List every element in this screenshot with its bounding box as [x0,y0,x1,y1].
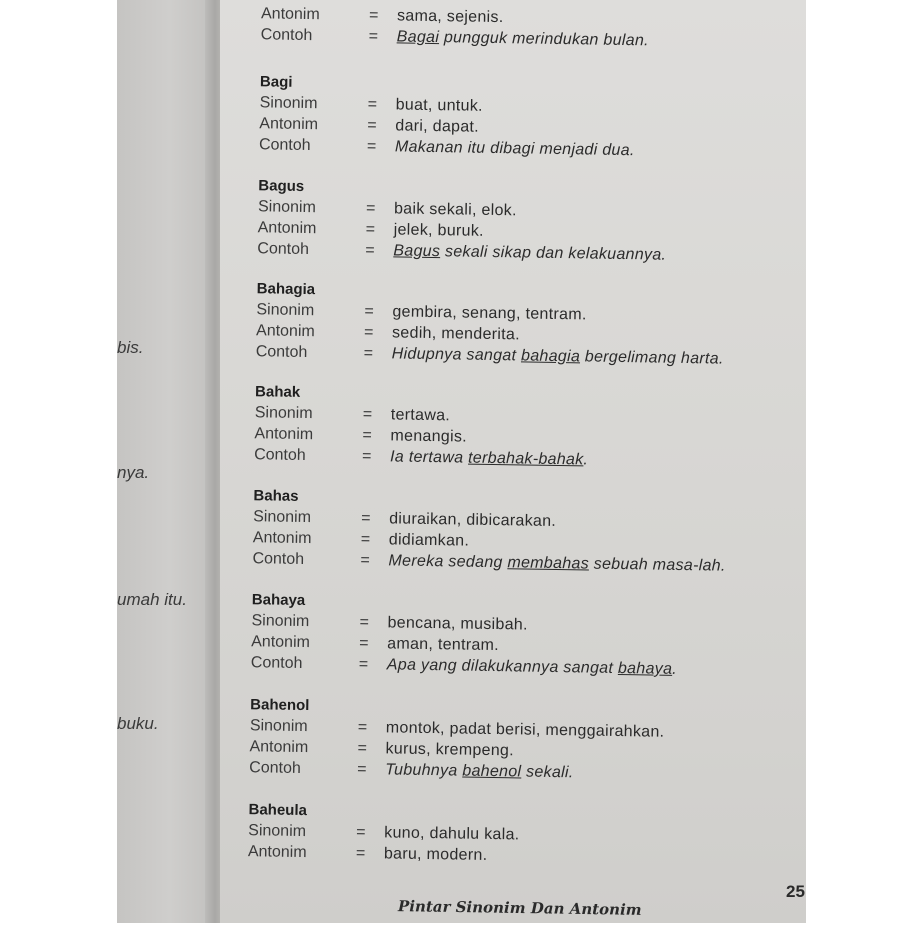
contoh-value: Bagai pungguk merindukan bulan. [396,28,649,50]
book-title-footer: Pintar Sinonim Dan Antonim [397,897,642,919]
equals-sign: = [368,6,379,25]
underlined-word: terbahak-bahak [467,449,584,469]
dictionary-entry [254,382,795,473]
entry-headword: Baheula [248,801,308,820]
antonim-label: Antonim [259,115,319,134]
antonim-label: Antonim [247,843,307,862]
contoh-label: Contoh [258,136,311,155]
equals-sign: = [365,241,375,260]
underlined-word: bahagia [520,347,581,366]
equals-sign: = [360,551,370,570]
equals-sign: = [368,27,379,46]
underlined-word: Bagai [396,28,440,47]
sinonim-label: Sinonim [249,717,308,736]
equals-sign: = [364,302,374,321]
antonim-value: aman, tentram. [387,635,500,655]
page-number: 25 [786,882,805,901]
contoh-value: Apa yang dilakukannya sangat bahaya. [386,656,678,678]
entry-headword: Bahak [254,383,301,401]
contoh-value: Ia tertawa terbahak-bahak. [389,448,589,469]
entry-headword: Bahenol [250,696,310,715]
sinonim-value: kuno, dahulu kala. [384,824,520,844]
dictionary-entry [257,176,798,267]
contoh-label: Contoh [255,343,308,362]
sinonim-value: gembira, senang, tentram. [392,303,587,324]
equals-sign: = [367,95,378,114]
equals-sign: = [360,530,371,549]
left-page-fragment: nya. [117,463,150,482]
antonim-value: menangis. [390,427,468,446]
equals-sign: = [359,634,369,653]
contoh-value: Hidupnya sangat bahagia bergelimang harta. [391,345,724,368]
sinonim-value: tertawa. [390,406,451,425]
antonim-label: Antonim [260,5,320,24]
equals-sign: = [361,509,371,528]
antonim-label: Antonim [257,219,317,238]
entry-headword: Bagi [259,73,293,91]
left-page-fragment: bis. [117,338,144,357]
sinonim-label: Sinonim [257,198,316,217]
sinonim-label: Sinonim [248,822,307,841]
equals-sign: = [357,739,368,758]
sinonim-value: diuraikan, dibicarakan. [389,510,557,530]
underlined-word: membahas [507,554,590,573]
equals-sign: = [365,199,376,218]
dictionary-entry [259,72,800,163]
sinonim-label: Sinonim [259,94,318,113]
entry-headword: Bahaya [251,591,306,610]
antonim-value: kurus, krempeng. [385,740,515,760]
sinonim-label: Sinonim [256,301,315,320]
underlined-word: Bagus [393,242,441,261]
equals-sign: = [366,137,377,156]
equals-sign: = [367,116,377,135]
entry-headword: Bahagia [256,280,316,299]
equals-sign: = [357,718,368,737]
sinonim-label: Sinonim [251,612,310,631]
contoh-value: Tubuhnya bahenol sekali. [385,761,574,782]
antonim-value: dari, dapat. [395,117,480,136]
dictionary-entry [256,279,797,370]
left-page-fragment: buku. [117,714,159,733]
entry-headword: Bahas [253,487,299,505]
antonim-label: Antonim [252,529,312,548]
contoh-value: Bagus sekali sikap dan kelakuannya. [393,242,667,264]
equals-sign: = [358,655,369,674]
antonim-label: Antonim [254,425,314,444]
contoh-value: Makanan itu dibagi menjadi dua. [394,138,635,160]
dictionary-entry [261,3,802,53]
equals-sign: = [362,405,373,424]
equals-sign: = [363,344,374,363]
antonim-label: Antonim [251,633,311,652]
equals-sign: = [356,823,366,842]
contoh-label: Contoh [254,446,306,465]
contoh-label: Contoh [249,759,301,777]
equals-sign: = [365,220,376,239]
contoh-label: Contoh [257,240,310,259]
left-page-fragment: umah itu. [117,590,187,609]
equals-sign: = [359,613,369,632]
sinonim-value: montok, padat berisi, menggairahkan. [385,719,665,741]
contoh-label: Contoh [252,550,305,569]
equals-sign: = [361,447,372,466]
underlined-word: bahenol [462,762,522,781]
antonim-label: Antonim [249,738,309,757]
equals-sign: = [357,760,367,779]
contoh-value: Mereka sedang membahas sebuah masa-lah. [388,552,726,575]
sinonim-value: bencana, musibah. [387,614,528,634]
sinonim-value: baik sekali, elok. [393,200,517,220]
antonim-value: sama, sejenis. [396,7,504,27]
antonim-value: sedih, menderita. [391,324,521,344]
sinonim-value: buat, untuk. [395,96,483,115]
dictionary-entry [251,590,792,681]
underlined-word: bahaya [617,659,673,678]
antonim-value: jelek, buruk. [393,221,484,240]
dictionary-entry [249,695,790,786]
antonim-value: didiamkan. [388,531,470,550]
antonim-label: Antonim [255,322,315,341]
sinonim-label: Sinonim [253,508,312,527]
equals-sign: = [362,426,372,445]
equals-sign: = [355,844,366,863]
contoh-label: Contoh [260,26,313,45]
contoh-label: Contoh [250,654,303,673]
antonim-value: baru, modern. [383,845,488,864]
sinonim-label: Sinonim [254,404,313,423]
dictionary-entry [248,800,789,870]
entry-headword: Bagus [258,177,305,195]
equals-sign: = [363,323,374,342]
dictionary-entry [252,486,793,577]
